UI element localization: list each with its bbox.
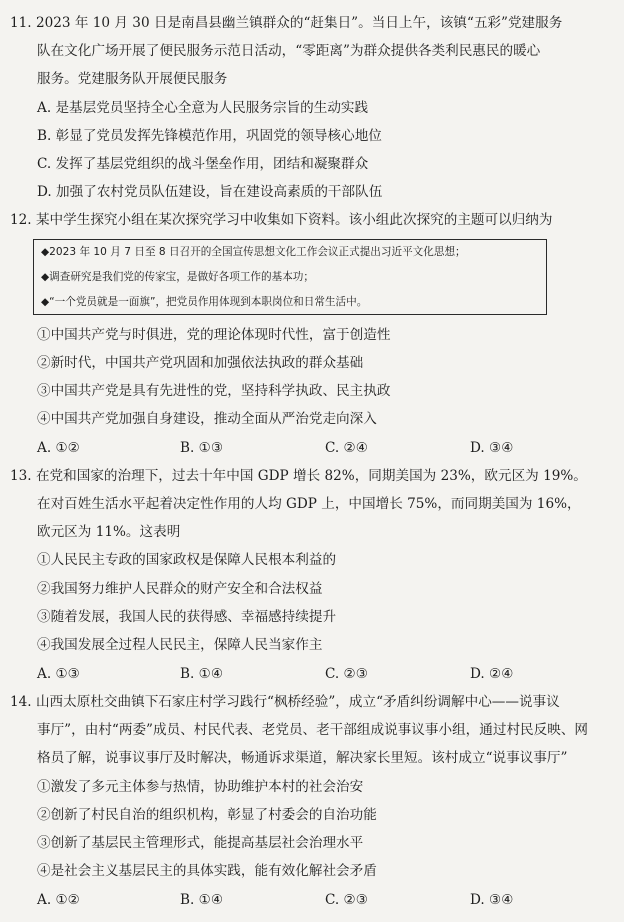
q11-option-a: A. 是基层党员坚持全心全意为人民服务宗旨的生动实践: [37, 100, 369, 116]
q12-statement-1: ①中国共产党与时俱进，党的理论体现时代性，富于创造性: [37, 327, 391, 343]
q13-choice-c: C. ②③: [325, 666, 368, 682]
q11-stem-line-2: 队在文化广场开展了便民服务示范日活动，“零距离”为群众提供各类利民惠民的暖心: [37, 43, 541, 59]
q13-statement-2: ②我国努力维护人民群众的财产安全和合法权益: [37, 581, 323, 597]
q14-statement-2: ②创新了村民自治的组织机构，彰显了村委会的自治功能: [37, 807, 377, 823]
q12-stem: 12. 某中学生探究小组在某次探究学习中收集如下资料。该小组此次探究的主题可以归纳为: [10, 212, 553, 228]
q11-option-d: D. 加强了农村党员队伍建设，旨在建设高素质的干部队伍: [37, 184, 383, 200]
q12-box-item-2: ◆调查研究是我们党的传家宝，是做好各项工作的基本功；: [41, 271, 314, 283]
q12-material-box: [33, 239, 547, 315]
q11-stem-line-1: 11. 2023 年 10 月 30 日是南昌县幽兰镇群众的“赶集日”。当日上午，该镇“五彩”党建服务: [10, 15, 563, 31]
q13-choice-a: A. ①③: [37, 666, 80, 682]
q14-choice-b: B. ①④: [180, 892, 224, 908]
q14-choice-a: A. ①②: [37, 892, 80, 908]
q13-stem-line-3: 欧元区为 11%。这表明: [37, 524, 181, 540]
q13-statement-3: ③随着发展，我国人民的获得感、幸福感持续提升: [37, 609, 337, 625]
q11-option-b: B. 彰显了党员发挥先锋模范作用，巩固党的领导核心地位: [37, 128, 382, 144]
q13-choice-d: D. ②④: [470, 666, 514, 682]
q13-stem-line-2: 在对百姓生活水平起着决定性作用的人均 GDP 上，中国增长 75%，而同期美国为 16%，: [37, 496, 581, 512]
q12-statement-3: ③中国共产党是具有先进性的党，坚持科学执政、民主执政: [37, 383, 391, 399]
q14-choice-c: C. ②③: [325, 892, 368, 908]
q14-statement-3: ③创新了基层民主管理形式，能提高基层社会治理水平: [37, 835, 364, 851]
q12-statement-4: ④中国共产党加强自身建设，推动全面从严治党走向深入: [37, 411, 377, 427]
q12-choice-a: A. ①②: [37, 440, 80, 456]
q14-stem-line-2: 事厅”，由村“两委”成员、村民代表、老党员、老干部组成说事议事小组，通过村民反映、网: [37, 722, 589, 738]
q12-choice-b: B. ①③: [180, 440, 224, 456]
q13-choice-b: B. ①④: [180, 666, 224, 682]
q12-choice-c: C. ②④: [325, 440, 368, 456]
q14-statement-4: ④是社会主义基层民主的具体实践，能有效化解社会矛盾: [37, 863, 377, 879]
q12-box-item-3: ◆“一个党员就是一面旗”，把党员作用体现到本职岗位和日常生活中。: [41, 296, 368, 308]
q11-stem-line-3: 服务。党建服务队开展便民服务: [37, 71, 228, 87]
q13-stem-line-1: 13. 在党和国家的治理下，过去十年中国 GDP 增长 82%，同期美国为 23%，欧元区为 19%。: [10, 468, 587, 484]
q13-statement-4: ④我国发展全过程人民民主，保障人民当家作主: [37, 637, 323, 653]
q14-stem-line-1: 14. 山西太原杜交曲镇下石家庄村学习践行“枫桥经验”，成立“矛盾纠纷调解中心——说事议: [10, 694, 560, 710]
q12-box-item-1: ◆2023 年 10 月 7 日至 8 日召开的全国宣传思想文化工作会议正式提出习近平文化思想；: [41, 246, 466, 258]
q14-statement-1: ①激发了多元主体参与热情，协助维护本村的社会治安: [37, 779, 364, 795]
q12-choice-d: D. ③④: [470, 440, 514, 456]
q14-stem-line-3: 格员了解，说事议事厅及时解决，畅通诉求渠道，解决家长里短。该村成立“说事议事厅”: [37, 750, 568, 766]
q14-choice-d: D. ③④: [470, 892, 514, 908]
q13-statement-1: ①人民民主专政的国家政权是保障人民根本利益的: [37, 552, 337, 568]
q11-option-c: C. 发挥了基层党组织的战斗堡垒作用，团结和凝聚群众: [37, 156, 369, 172]
q12-statement-2: ②新时代，中国共产党巩固和加强依法执政的群众基础: [37, 355, 364, 371]
